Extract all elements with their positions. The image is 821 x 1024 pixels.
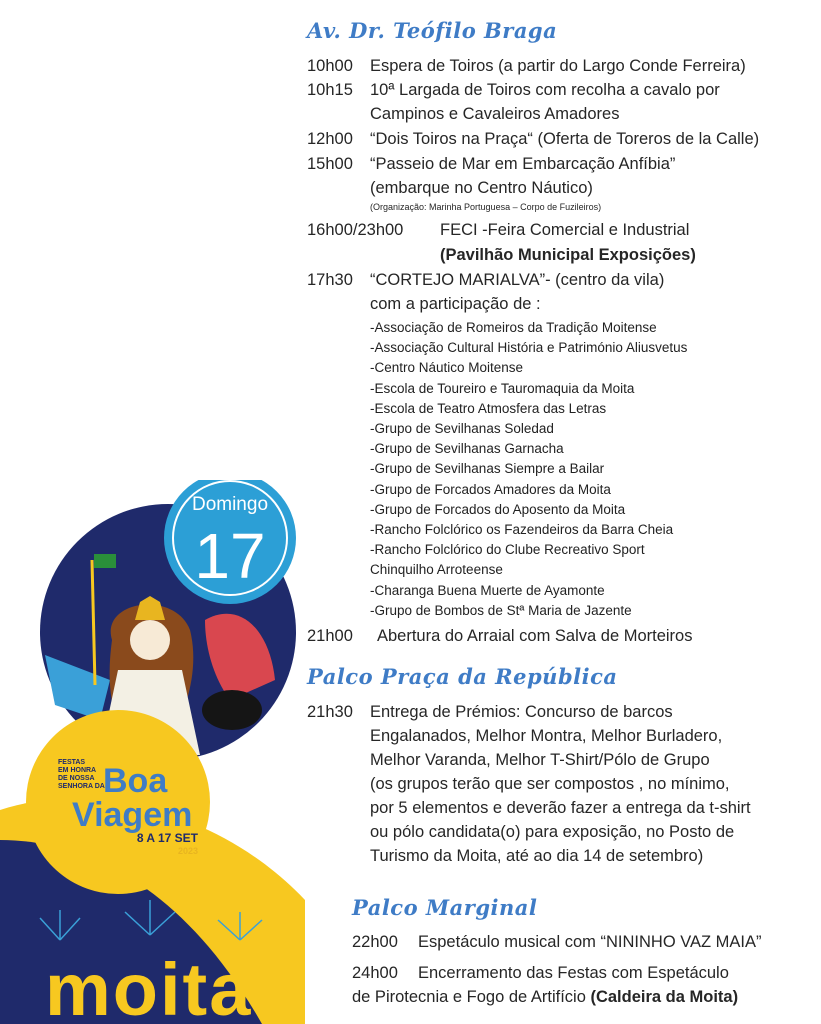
list-item: -Escola de Toureiro e Tauromaquia da Moita xyxy=(370,380,635,396)
event-text: “CORTEJO MARIALVA”- (centro da vila) xyxy=(370,271,665,289)
event-text-bold: (Pavilhão Municipal Exposições) xyxy=(440,246,696,264)
list-item: -Rancho Folclórico os Fazendeiros da Barra Cheia xyxy=(370,522,674,538)
badge-day-number: 17 xyxy=(194,520,266,592)
list-item: -Escola de Teatro Atmosfera das Letras xyxy=(370,400,607,416)
list-item: -Grupo de Sevilhanas Soledad xyxy=(370,421,554,437)
event-time: 15h00 xyxy=(307,155,353,173)
event-text: 10ª Largada de Toiros com recolha a cavalo por xyxy=(370,81,720,99)
list-item: -Grupo de Bombos de Stª Maria de Jazente xyxy=(370,602,632,618)
event-location: (Caldeira da Moita) xyxy=(590,988,739,1006)
event-text: Abertura do Arraial com Salva de Morteiros xyxy=(377,627,693,645)
list-item: -Centro Náutico Moitense xyxy=(370,360,524,376)
list-item: -Charanga Buena Muerte de Ayamonte xyxy=(370,582,605,598)
logo-dates: 8 A 17 SET xyxy=(136,831,198,845)
logo-word-viagem: Viagem xyxy=(72,796,193,834)
event-text: (embarque no Centro Náutico) xyxy=(370,179,593,197)
logo-year: 2023 xyxy=(177,846,198,856)
event-text: Melhor Varanda, Melhor T-Shirt/Pólo de Grupo xyxy=(370,751,710,769)
section-title-av-teofilo-braga: Av. Dr. Teófilo Braga xyxy=(307,18,558,43)
list-item: -Grupo de Forcados do Aposento da Moita xyxy=(370,501,626,517)
logo-small-text: FESTAS xyxy=(58,759,86,766)
section-title-palco-marginal: Palco Marginal xyxy=(352,895,538,920)
logo-small-text: EM HONRA xyxy=(58,767,97,774)
event-text: (os grupos terão que ser compostos , no mínimo, xyxy=(370,775,730,793)
virgin-face xyxy=(130,620,170,660)
event-time: 10h15 xyxy=(307,81,353,99)
list-item: Chinquilho Arroteense xyxy=(370,562,503,578)
event-text: Engalanados, Melhor Montra, Melhor Burladero, xyxy=(370,727,723,745)
event-text: “Dois Toiros na Praça“ (Oferta de Toreros de la Calle) xyxy=(370,130,760,148)
logo-word-boa: Boa xyxy=(103,762,168,800)
list-item: -Grupo de Sevilhanas Garnacha xyxy=(370,441,564,457)
event-text: por 5 elementos e deverão fazer a entrega da t-shirt xyxy=(370,799,751,817)
event-time: 12h00 xyxy=(307,130,353,148)
list-item: -Grupo de Sevilhanas Siempre a Bailar xyxy=(370,461,605,477)
festival-artwork xyxy=(0,480,310,1024)
bull-body xyxy=(202,690,262,730)
logo-small-text: DE NOSSA xyxy=(58,775,95,782)
cortejo-group-list xyxy=(370,318,687,621)
event-time: 21h30 xyxy=(307,703,353,721)
event-text: Espetáculo musical com “NININHO VAZ MAIA” xyxy=(418,933,762,951)
event-note: (Organização: Marinha Portuguesa – Corpo de Fuzileiros) xyxy=(370,202,602,212)
list-item: -Rancho Folclórico do Clube Recreativo Sport xyxy=(370,542,645,558)
list-item: -Associação Cultural História e Património Aliusvetus xyxy=(370,340,688,356)
event-time: 24h00 xyxy=(352,964,398,982)
event-description xyxy=(370,702,751,866)
event-text: “Passeio de Mar em Embarcação Anfíbia” xyxy=(370,155,676,173)
event-text: FECI -Feira Comercial e Industrial xyxy=(440,221,690,239)
event-text: de Pirotecnia e Fogo de Artifício (Caldeira da Moita) xyxy=(352,988,739,1006)
event-text: Entrega de Prémios: Concurso de barcos xyxy=(370,703,673,721)
list-item: -Associação de Romeiros da Tradição Moitense xyxy=(370,320,657,335)
event-time: 22h00 xyxy=(352,933,398,951)
list-item: -Grupo de Forcados Amadores da Moita xyxy=(370,481,611,497)
badge-day-name: Domingo xyxy=(191,494,269,515)
logo-small-text: SENHORA DA xyxy=(58,783,105,790)
event-text: ou pólo candidata(o) para exposição, no Posto de xyxy=(370,823,735,841)
event-time: 10h00 xyxy=(307,57,353,75)
event-text: Turismo da Moita, até ao dia 14 de setembro) xyxy=(370,847,704,865)
town-wordmark: moita xyxy=(45,948,253,1024)
event-time: 21h00 xyxy=(307,627,353,645)
section-title-palco-republica: Palco Praça da República xyxy=(307,664,618,689)
event-time: 17h30 xyxy=(307,271,353,289)
event-text: Campinos e Cavaleiros Amadores xyxy=(370,105,620,123)
event-text: Encerramento das Festas com Espetáculo xyxy=(418,964,729,982)
boat-flag xyxy=(94,554,116,568)
event-text: Espera de Toiros (a partir do Largo Conde Ferreira) xyxy=(370,57,746,75)
event-text: com a participação de : xyxy=(370,295,541,313)
event-time: 16h00/23h00 xyxy=(307,221,404,239)
